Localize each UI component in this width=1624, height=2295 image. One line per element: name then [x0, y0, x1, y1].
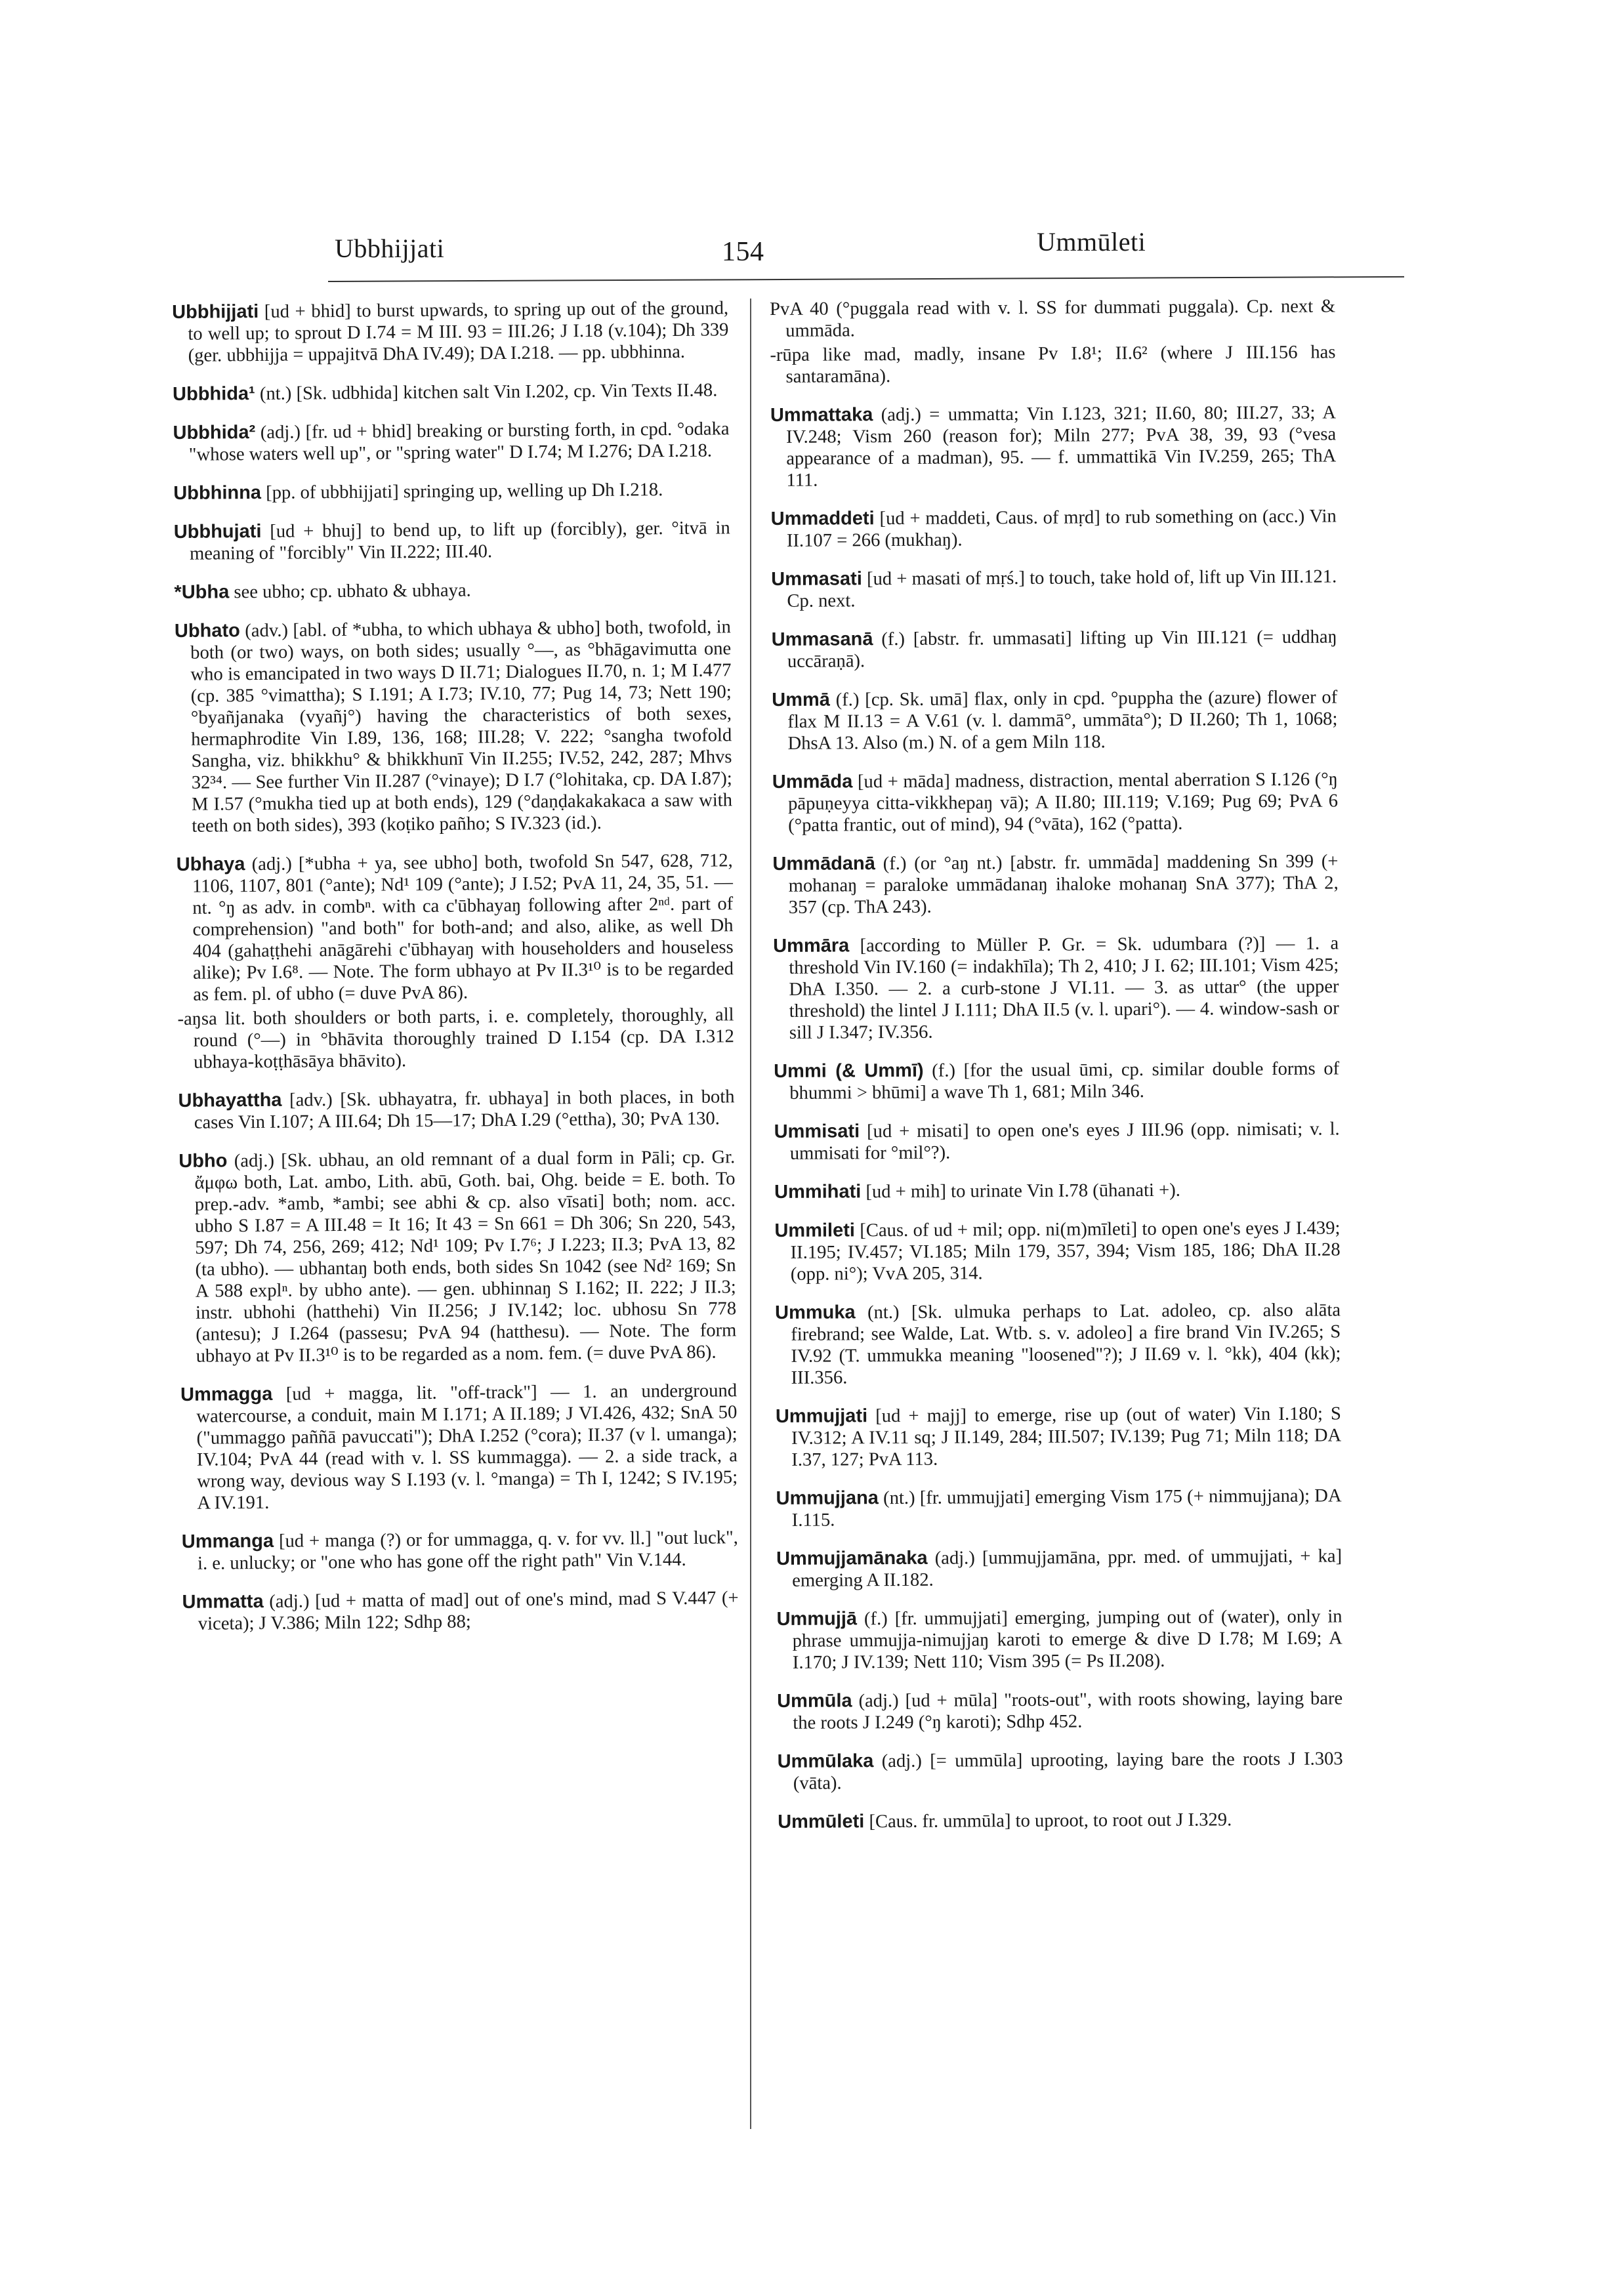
dictionary-entry [776, 1545, 1342, 1592]
entry-definition: [ud + magga, lit. "off-track"] — 1. an underground watercourse, a conduit, main M I.171; A II.189; J VI.426, 432; SnA 50 ("ummaggo paññā pavuccati"); DhA I.252 (°cora); II.37 (v l. umanga); IV.104; PvA 44 (read with v. l. SS kummagga). — 2. a side track, a wrong way, devious way S I.193 (v. l. °manga) = Th I, 1242; S IV.195; A IV.191. [196, 1380, 738, 1514]
entry-headword: Ummasati [771, 568, 862, 590]
entry-definition: [ud + bhid] to burst upwards, to spring up out of the ground, to well up; to sprout D I.74 = M III. 93 = III.26; J I.18 (v.104); Dh 339 (ger. ubbhijja = uppajitvā DhA IV.49); DA I.218. — pp. ubbhinna. [188, 298, 729, 366]
entry-headword: *Ubha [174, 581, 230, 603]
dictionary-entry [778, 1748, 1343, 1794]
entry-headword: Ummāra [773, 935, 850, 957]
dictionary-entry [173, 418, 729, 466]
dictionary-entry [774, 1058, 1339, 1104]
dictionary-entry [778, 1808, 1343, 1833]
dictionary-entry [174, 577, 730, 604]
dictionary-entry [772, 850, 1339, 919]
running-head-right: Ummūleti [1037, 227, 1146, 257]
entry-definition: (adj.) [ud + mūla] "roots-out", with roots showing, laying bare the roots J I.249 (°ŋ karoti); Sdhp 452. [793, 1688, 1343, 1733]
entry-definition: [adv.) [Sk. ubhayatra, fr. ubhaya] in both places, in both cases Vin I.107; A III.64; Dh 15—17; DhA I.29 (°ettha), 30; PvA 130. [194, 1086, 735, 1133]
entry-headword: Ubbhida² [173, 422, 256, 444]
dictionary-entry [771, 566, 1337, 612]
entry-definition: (adj.) [= ummūla] uprooting, laying bare the roots J I.303 (vāta). [793, 1748, 1343, 1794]
running-head-left: Ubbhijjati [335, 234, 445, 263]
left-column [172, 297, 739, 1652]
entry-definition: (adv.) [abl. of *ubha, to which ubhaya & ubho] both, twofold, in both (or two) ways, on both sides; usually °—, as °bhāgavimutta one who is emancipated in two ways D II.71; Dialogues II.70, n. 1; M I.477 (cp. 385 °vimattha); S I.191; A I.73; IV.10, 77; Pug 14, 73; Nett 190; °byañjanaka (vyañj°) having the characteristics of both sexes, hermaphrodite Vin I.89, 136, 168; III.28; V. 222; °sangha twofold Sangha, viz. bhikkhu° & bhikkhunī Vin II.255; IV.52, 242, 287; Mhvs 32³⁴. — See further Vin II.287 (°vinaye); D I.7 (°lohitaka, cp. DA I.87); M I.57 (°mukha tied up at both ends), 129 (°daṇḍakakakaca a saw with teeth on both sides), 393 (koṭiko pañho; S IV.323 (id.). [190, 617, 733, 837]
dictionary-entry [775, 1299, 1341, 1389]
entry-definition: -rūpa like mad, madly, insane Pv I.8¹; II.6² (where J III.156 has santaramāna). [770, 342, 1336, 387]
entry-headword: Ummujjati [775, 1405, 868, 1427]
entry-headword: Ummattaka [770, 404, 873, 426]
dictionary-entry [177, 850, 734, 1006]
dictionary-entry [773, 932, 1339, 1044]
entry-definition: (adj.) [fr. ud + bhid] breaking or bursting forth, in cpd. °odaka "whose waters well up", or "spring water" D I.74; M I.276; DA I.218. [188, 419, 730, 465]
entry-headword: Ummihati [774, 1181, 862, 1203]
entry-definition: [ud + bhuj] to bend up, to lift up (forcibly), ger. °itvā in meaning of "forcibly" Vin II.222; III.40. [189, 518, 730, 564]
entry-definition: (adj.) [Sk. ubhau, an old remnant of a dual form in Pāli; cp. Gr. ἄμφω both, Lat. ambo, Lith. abū, Goth. bai, Ohg. beide = E. both. To prep.-adv. *amb, *ambi; see abhi & cp. also vīsati] both; nom. acc. ubho S I.87 = A III.48 = It 16; It 43 = Sn 661 = Dh 306; Sn 220, 543, 597; Dh 74, 256, 269; 412; Nd¹ 109; Pv I.7⁶; J I.223; II.3; PvA 13, 82 (ta ubho). — ubhantaŋ both ends, both sides Sn 1042 (see Nd² 169; Sn A 588 explⁿ. by ubho ante). — gen. ubhinnaŋ S I.162; II. 222; J II.3; instr. ubhohi (hatthehi) Vin II.256; J IV.142; loc. ubhosu Sn 778 (antesu); J I.264 (passesu; PvA 94 (hatthesu). — Note. The form ubhayo at Pv II.3¹⁰ is to be regarded as a nom. fem. (= duve PvA 86). [194, 1147, 737, 1367]
dictionary-entry [182, 1527, 738, 1575]
dictionary-entry [772, 626, 1337, 672]
dictionary-entry [774, 1118, 1340, 1165]
entry-headword: Ummaddeti [770, 508, 875, 529]
dictionary-entry [178, 1146, 737, 1367]
entry-definition: (nt.) [Sk. ulmuka perhaps to Lat. adoleo, cp. also alāta firebrand; see Walde, Lat. Wtb. s. v. adoleo] a fire brand Vin IV.265; S IV.92 (T. ummukka meaning "loosened"?); J II.69 v. l. °kk), 404 (kk); III.356. [791, 1300, 1341, 1388]
column-divider [750, 299, 751, 2129]
dictionary-entry [774, 1178, 1340, 1203]
entry-headword: Ummujjamānaka [776, 1547, 928, 1569]
entry-definition: [ud + masati of mṛś.] to touch, take hold of, lift up Vin III.121. Cp. next. [787, 566, 1337, 611]
entry-definition: PvA 40 (°puggala read with v. l. SS for dummati puggala). Cp. next & ummāda. [770, 296, 1336, 341]
dictionary-entry [771, 505, 1337, 552]
entry-definition: [ud + misati] to open one's eyes J III.96 (opp. nimisati; v. l. ummisati for °mil°?). [789, 1119, 1340, 1164]
entry-headword: Ummujjā [776, 1608, 858, 1630]
entry-definition: (adj.) = ummatta; Vin I.123, 321; II.60, 80; III.27, 33; A IV.248; Vism 260 (reason for); Miln 277; PvA 38, 39, 93 (°vesa appearance of a madman), 95. — f. ummattikā Vin IV.259, 265; ThA 111. [786, 402, 1337, 491]
entry-headword: Ummāda [772, 771, 853, 793]
entry-definition: [Caus. of ud + mil; opp. ni(m)mīleti] to open one's eyes J I.439; II.195; IV.457; VI.185; Miln 179, 357, 394; Vism 185, 186; DhA II.28 (opp. ni°); VvA 205, 314. [790, 1218, 1341, 1285]
dictionary-entry [182, 1587, 738, 1635]
entry-definition: [ud + mih] to urinate Vin I.78 (ūhanati +). [865, 1180, 1180, 1203]
entry-headword: Ummuka [775, 1302, 856, 1323]
dictionary-entry [774, 1217, 1341, 1285]
entry-definition: [ud + maddeti, Caus. of mṛd] to rub something on (acc.) Vin II.107 = 266 (mukhaŋ). [786, 506, 1337, 551]
entry-headword: Ummagga [180, 1383, 273, 1405]
dictionary-entry [770, 295, 1335, 342]
entry-headword: Ubhaya [176, 854, 245, 875]
dictionary-entry [776, 1403, 1342, 1471]
entry-definition: [Caus. fr. ummūla] to uproot, to root out J I.329. [869, 1809, 1232, 1832]
dictionary-entry [172, 297, 729, 367]
dictionary-entry [173, 478, 730, 505]
header-rule [328, 276, 1404, 282]
dictionary-entry [772, 686, 1338, 755]
dictionary-entry [776, 1485, 1341, 1531]
entry-definition: [ud + māda] madness, distraction, mental aberration S I.126 (°ŋ pāpuṇeyya citta-vikkhepaŋ vā); A II.80; III.119; V.169; Pug 69; PvA 6 (°patta frantic, out of mind), 94 (°vāta), 162 (°patta). [787, 769, 1339, 836]
entry-headword: Ummisati [774, 1121, 860, 1142]
entry-definition: see ubho; cp. ubhato & ubhaya. [234, 580, 471, 603]
dictionary-entry [776, 1605, 1343, 1674]
entry-definition: -aŋsa lit. both shoulders or both parts, i. e. completely, thoroughly, all round (°—) in °bhāvita thoroughly trained D I.154 (cp. DA I.312 ubhaya-koṭṭhāsāya bhāvito). [177, 1004, 734, 1073]
entry-definition: [ud + manga (?) or for ummagga, q. v. for vv. ll.] "out luck", i. e. unlucky; or "one who has gone off the right path" Vin V.144. [197, 1527, 738, 1574]
entry-headword: Ummūlaka [777, 1750, 874, 1772]
entry-definition: [pp. of ubbhijjati] springing up, welling up Dh I.218. [266, 480, 663, 503]
entry-headword: Ubbhinna [173, 482, 262, 504]
entry-definition: (f.) [cp. Sk. umā] flax, only in cpd. °puppha the (azure) flower of flax M II.13 = A V.61 (v. l. dammā°, ummāta°); D II.260; Th 1, 1068; DhsA 13. Also (m.) N. of a gem Miln 118. [787, 687, 1338, 754]
entry-headword: Ubbhida¹ [172, 383, 255, 405]
entry-headword: Ubhato [174, 620, 240, 642]
entry-definition: [according to Müller P. Gr. = Sk. udumbara (?)] — 1. a threshold Vin IV.160 (= indakhīla); Th 2, 410; J I. 62; III.101; Vism 425; DhA I.350. — 2. a curb-stone J VI.11. — 3. as uttar° (the upper threshold) the lintel J I.111; DhA II.5 (v. l. upari°). — 4. window-sash or sill J I.347; IV.356. [789, 933, 1339, 1043]
dictionary-entry [174, 517, 730, 565]
dictionary-entry [180, 1380, 738, 1514]
entry-headword: Ubbhijjati [172, 300, 259, 323]
entry-headword: Ummujjana [776, 1487, 879, 1509]
entry-definition: (nt.) [fr. ummujjati] emerging Vism 175 (+ nimmujjana); DA I.115. [791, 1485, 1342, 1531]
entry-headword: Ummādanā [772, 853, 875, 875]
entry-definition: (adj.) [ud + matta of mad] out of one's mind, mad S V.447 (+ viceta); J V.386; Miln 122; Sdhp 88; [198, 1588, 739, 1634]
dictionary-entry [178, 1086, 734, 1134]
entry-headword: Ummi (& Ummī) [774, 1060, 924, 1082]
entry-headword: Ubbhujati [173, 520, 262, 543]
entry-definition: (f.) [abstr. fr. ummasati] lifting up Vin III.121 (= uddhaŋ uccāraṇā). [787, 627, 1337, 672]
entry-headword: Ummasanā [771, 629, 873, 650]
dictionary-entry [175, 616, 733, 837]
right-column [770, 295, 1343, 1850]
dictionary-entry [173, 379, 729, 405]
entry-headword: Ummileti [774, 1220, 856, 1241]
entry-definition: (adj.) [ummujjamāna, ppr. med. of ummujjati, + ka] emerging A II.182. [792, 1546, 1343, 1591]
entry-headword: Ummatta [182, 1590, 264, 1613]
entry-definition: (f.) [fr. ummujjati] emerging, jumping out of (water), only in phrase ummujja-nimujjaŋ karoti to emerge & dive D I.78; M I.69; A I.170; J IV.139; Nett 110; Vism 395 (= Ps II.208). [792, 1606, 1343, 1673]
dictionary-entry [770, 402, 1337, 491]
page-number: 154 [722, 237, 764, 267]
entry-headword: Ubhayattha [178, 1089, 282, 1111]
dictionary-entry [770, 341, 1335, 388]
dictionary-entry [772, 768, 1339, 837]
entry-definition: [ud + majj] to emerge, rise up (out of water) Vin I.180; S IV.312; A IV.11 sq; J II.149, 284; III.507; IV.139; Pug 71; Miln 118; DA I.37, 127; PvA 113. [791, 1403, 1342, 1470]
entry-headword: Ummūla [777, 1690, 852, 1712]
dictionary-entry [777, 1687, 1343, 1734]
entry-definition: (f.) [for the usual ūmi, cp. similar double forms of bhummi > bhūmi] a wave Th 1, 681; Miln 346. [789, 1058, 1340, 1104]
entry-headword: Ummā [772, 689, 830, 711]
entry-headword: Ummūleti [778, 1811, 865, 1832]
entry-definition: (nt.) [Sk. udbhida] kitchen salt Vin I.202, cp. Vin Texts II.48. [259, 380, 718, 404]
entry-definition: (f.) (or °aŋ nt.) [abstr. fr. ummāda] maddening Sn 399 (+ mohanaŋ = paraloke ummādanaŋ ihaloke mohanaŋ SnA 377); ThA 2, 357 (cp. ThA 243). [788, 851, 1339, 918]
dictionary-entry [177, 1004, 734, 1073]
entry-headword: Ubho [178, 1150, 228, 1172]
entry-definition: (adj.) [*ubha + ya, see ubho] both, twofold Sn 547, 628, 712, 1106, 1107, 801 (°ante); Nd¹ 109 (°ante); J I.52; PvA 11, 24, 35, 51. — nt. °ŋ as adv. in combⁿ. with ca c'ūbhayaŋ following after 2ⁿᵈ. part of comprehension) "and both" for both-and; and also, alike, as well Dh 404 (gahaṭṭhehi anāgārehi c'ūbhayaŋ with householders and houseless alike); Pv I.6⁸. — Note. The form ubhayo at Pv II.3¹⁰ is to be regarded as fem. pl. of ubho (= duve PvA 86). [192, 850, 734, 1005]
entry-headword: Ummanga [181, 1530, 274, 1552]
